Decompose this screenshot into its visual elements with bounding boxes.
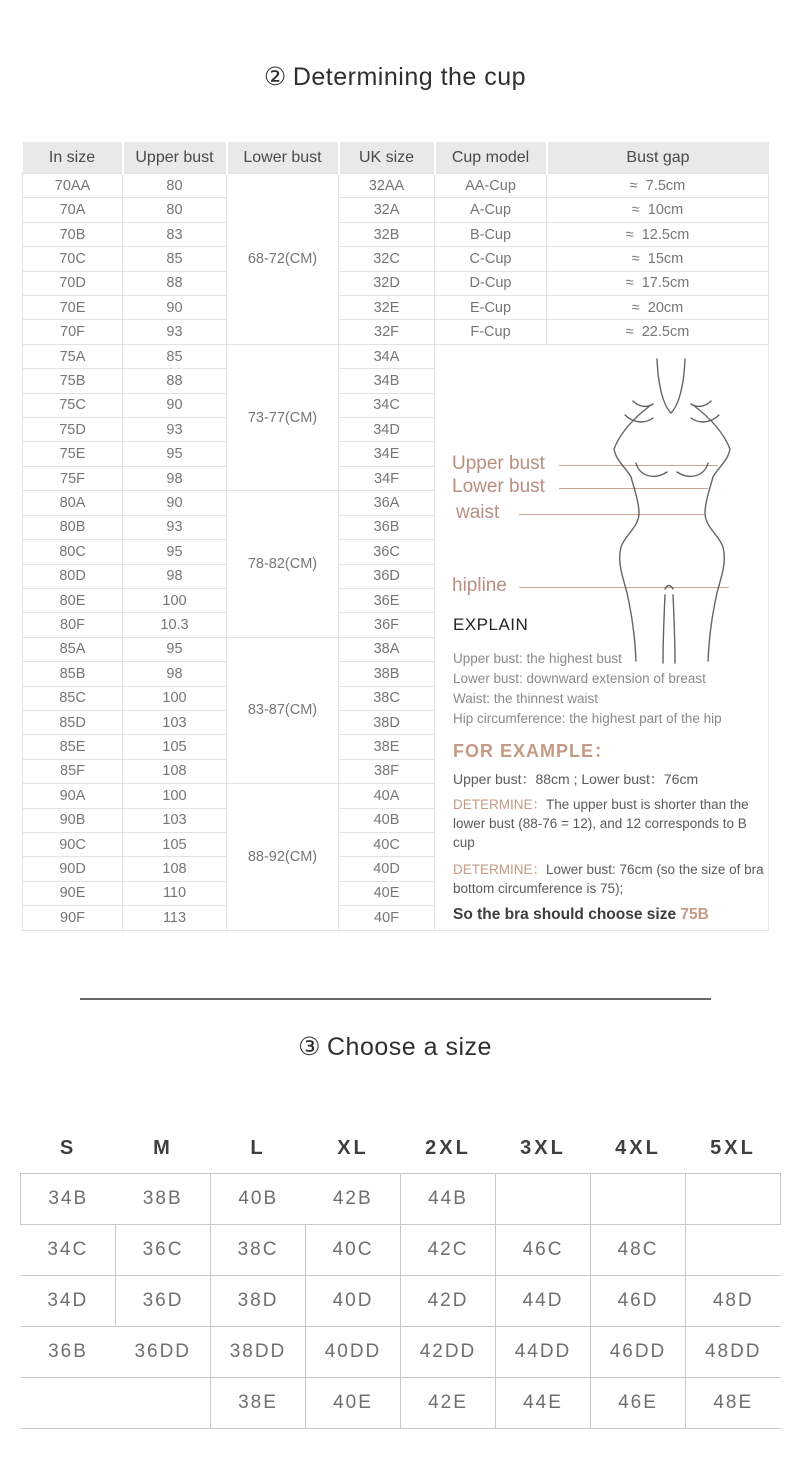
- upper-bust-cell: 80: [123, 198, 227, 222]
- size-section-title-text: Choose a size: [326, 1033, 492, 1061]
- conclusion-text: So the bra should choose size: [453, 905, 681, 923]
- uk-size-cell: 34E: [339, 442, 435, 466]
- in-size-cell: 85C: [23, 686, 123, 710]
- in-size-cell: 80A: [23, 491, 123, 515]
- measurement-diagram-panel: [435, 345, 769, 923]
- size-table-row: [21, 1327, 781, 1378]
- in-size-cell: 90B: [23, 808, 123, 832]
- uk-size-cell: 38A: [339, 637, 435, 661]
- explain-definitions: [453, 649, 722, 729]
- uk-size-cell: 32F: [339, 320, 435, 344]
- uk-size-cell: 34F: [339, 466, 435, 490]
- in-size-cell: 90F: [23, 906, 123, 930]
- uk-size-cell: 36F: [339, 613, 435, 637]
- size-cell: 38B: [142, 1188, 183, 1209]
- uk-size-cell: 40E: [339, 881, 435, 905]
- cup-table-row: [23, 222, 769, 246]
- size-cell-empty: [116, 1378, 211, 1429]
- size-cell: 40DD: [306, 1327, 401, 1378]
- example-block: [453, 769, 769, 924]
- upper-bust-cell: 10.3: [123, 613, 227, 637]
- uk-size-cell: 36A: [339, 491, 435, 515]
- cup-model-cell: B-Cup: [435, 222, 547, 246]
- upper-bust-cell: 80: [123, 174, 227, 198]
- in-size-cell: 70C: [23, 247, 123, 271]
- lower-bust-range-cell: 88-92(CM): [227, 784, 339, 930]
- size-cell: 42C: [401, 1225, 496, 1276]
- size-table-row: [21, 1174, 781, 1225]
- uk-size-cell: 32B: [339, 222, 435, 246]
- cup-table-row: [23, 247, 769, 271]
- cup-model-cell: E-Cup: [435, 296, 547, 320]
- cup-table-row: [23, 271, 769, 295]
- size-column-header: 5XL: [710, 1137, 756, 1159]
- uk-size-cell: 38B: [339, 662, 435, 686]
- determine-cup-paragraph: [453, 795, 769, 852]
- upper-bust-cell: 100: [123, 784, 227, 808]
- explain-line: Upper bust: the highest bust: [453, 650, 622, 666]
- explain-line: Lower bust: downward extension of breast: [453, 670, 706, 686]
- size-cell: 48D: [686, 1276, 781, 1327]
- upper-bust-cell: 93: [123, 418, 227, 442]
- uk-size-cell: 32C: [339, 247, 435, 271]
- size-cell-empty: [21, 1378, 116, 1429]
- upper-bust-cell: 85: [123, 247, 227, 271]
- size-cell: 44E: [496, 1378, 591, 1429]
- upper-bust-cell: 95: [123, 540, 227, 564]
- uk-size-cell: 32E: [339, 296, 435, 320]
- in-size-cell: 85D: [23, 710, 123, 734]
- in-size-cell: 75B: [23, 369, 123, 393]
- in-size-cell: 90D: [23, 857, 123, 881]
- size-column-header: 3XL: [520, 1137, 566, 1159]
- uk-size-cell: 40D: [339, 857, 435, 881]
- size-table-row: [21, 1378, 781, 1429]
- cup-table-header-row: [23, 142, 769, 174]
- upper-bust-label: Upper bust: [452, 452, 545, 474]
- lower-bust-range-cell: 68-72(CM): [227, 174, 339, 345]
- size-cell: 40C: [306, 1225, 401, 1276]
- waist-label: waist: [456, 501, 500, 523]
- size-cell: 36D: [116, 1276, 211, 1327]
- cup-model-cell: AA-Cup: [435, 174, 547, 198]
- uk-size-cell: 40B: [339, 808, 435, 832]
- uk-size-cell: 32A: [339, 198, 435, 222]
- diagram-panel-cell: [435, 344, 769, 930]
- size-cell: 46E: [591, 1378, 686, 1429]
- size-cell: 34B: [21, 1174, 116, 1225]
- uk-size-cell: 32AA: [339, 174, 435, 198]
- in-size-cell: 70E: [23, 296, 123, 320]
- size-cell: 44B: [401, 1174, 496, 1225]
- bust-gap-cell: ≈ 17.5cm: [547, 271, 769, 295]
- upper-bust-cell: 103: [123, 808, 227, 832]
- size-cell: 46C: [496, 1225, 591, 1276]
- determine-label: DETERMINE：: [453, 796, 547, 812]
- in-size-cell: 90C: [23, 832, 123, 856]
- in-size-cell: 70B: [23, 222, 123, 246]
- cup-model-cell: F-Cup: [435, 320, 547, 344]
- uk-size-cell: 38F: [339, 759, 435, 783]
- in-size-cell: 85E: [23, 735, 123, 759]
- bust-gap-cell: ≈ 10cm: [547, 198, 769, 222]
- choose-size-table: [20, 1110, 781, 1429]
- size-cell-empty: [686, 1174, 781, 1225]
- size-cell: 48DD: [686, 1327, 781, 1378]
- cup-column-header: UK size: [339, 142, 435, 174]
- cup-column-header: In size: [23, 142, 123, 174]
- example-measurements: Upper bust：88cm ; Lower bust：76cm: [453, 770, 699, 787]
- size-cell: 46D: [591, 1276, 686, 1327]
- upper-bust-cell: 105: [123, 735, 227, 759]
- size-cell: 42DD: [401, 1327, 496, 1378]
- size-cell: 44DD: [496, 1327, 591, 1378]
- size-table-row: [21, 1225, 781, 1276]
- size-cell: 38DD: [211, 1327, 306, 1378]
- cup-column-header: Bust gap: [547, 142, 769, 174]
- size-cell: 34D: [47, 1290, 89, 1311]
- cup-column-header: Lower bust: [227, 142, 339, 174]
- uk-size-cell: 36E: [339, 588, 435, 612]
- upper-bust-cell: 103: [123, 710, 227, 734]
- in-size-cell: 75F: [23, 466, 123, 490]
- lower-bust-range-cell: 73-77(CM): [227, 344, 339, 490]
- size-cell: 40B: [211, 1174, 306, 1225]
- explain-line: Waist: the thinnest waist: [453, 690, 599, 706]
- cup-column-header: Upper bust: [123, 142, 227, 174]
- upper-bust-cell: 88: [123, 369, 227, 393]
- body-figure-illustration: [583, 345, 761, 675]
- size-cell: 40E: [306, 1378, 401, 1429]
- uk-size-cell: 38D: [339, 710, 435, 734]
- size-cell: 36B: [48, 1341, 88, 1362]
- size-cell: 38C: [211, 1225, 306, 1276]
- size-cell: 42B: [332, 1188, 373, 1209]
- cup-model-cell: A-Cup: [435, 198, 547, 222]
- cup-table-row: [23, 320, 769, 344]
- size-column-header: 2XL: [425, 1137, 471, 1159]
- upper-bust-cell: 88: [123, 271, 227, 295]
- bust-gap-cell: ≈ 20cm: [547, 296, 769, 320]
- cup-section-title-text: Determining the cup: [292, 63, 527, 91]
- in-size-cell: 75C: [23, 393, 123, 417]
- in-size-cell: 70AA: [23, 174, 123, 198]
- lower-bust-range-cell: 78-82(CM): [227, 491, 339, 637]
- upper-bust-cell: 113: [123, 906, 227, 930]
- size-cell: 40D: [306, 1276, 401, 1327]
- upper-bust-cell: 98: [123, 564, 227, 588]
- uk-size-cell: 38C: [339, 686, 435, 710]
- size-cell: 34C: [47, 1239, 89, 1260]
- in-size-cell: 90A: [23, 784, 123, 808]
- uk-size-cell: 40F: [339, 906, 435, 930]
- determine-band-paragraph: [453, 860, 769, 898]
- determine-label: DETERMINE：: [453, 861, 547, 877]
- upper-bust-cell: 95: [123, 442, 227, 466]
- uk-size-cell: 36C: [339, 540, 435, 564]
- size-cell: 48C: [591, 1225, 686, 1276]
- cup-column-header: Cup model: [435, 142, 547, 174]
- in-size-cell: 70F: [23, 320, 123, 344]
- size-cell: 44D: [496, 1276, 591, 1327]
- size-cell: 38E: [211, 1378, 306, 1429]
- upper-bust-cell: 98: [123, 662, 227, 686]
- conclusion-line: [453, 906, 769, 924]
- size-cell: 36C: [116, 1225, 211, 1276]
- uk-size-cell: 40A: [339, 784, 435, 808]
- upper-bust-cell: 90: [123, 393, 227, 417]
- upper-bust-cell: 90: [123, 296, 227, 320]
- lower-bust-label: Lower bust: [452, 475, 545, 497]
- determine-text: The upper bust is shorter than the lower bust (88-76 = 12), and 12 corresponds to B cup: [453, 796, 749, 850]
- upper-bust-cell: 95: [123, 637, 227, 661]
- size-cell: 42D: [401, 1276, 496, 1327]
- in-size-cell: 85F: [23, 759, 123, 783]
- in-size-cell: 80B: [23, 515, 123, 539]
- in-size-cell: 75D: [23, 418, 123, 442]
- section-divider-line: [80, 998, 711, 1000]
- size-cell: 36DD: [134, 1341, 192, 1362]
- upper-bust-cell: 100: [123, 588, 227, 612]
- in-size-cell: 70D: [23, 271, 123, 295]
- upper-bust-cell: 83: [123, 222, 227, 246]
- uk-size-cell: 38E: [339, 735, 435, 759]
- uk-size-cell: 36B: [339, 515, 435, 539]
- in-size-cell: 90E: [23, 881, 123, 905]
- uk-size-cell: 34D: [339, 418, 435, 442]
- size-column-header: 4XL: [615, 1137, 661, 1159]
- size-section-title: [0, 1032, 790, 1062]
- upper-bust-cell: 108: [123, 857, 227, 881]
- uk-size-cell: 34C: [339, 393, 435, 417]
- upper-bust-cell: 108: [123, 759, 227, 783]
- size-cell-empty: [686, 1225, 781, 1276]
- size-table-row: [21, 1276, 781, 1327]
- cup-table-row: [23, 198, 769, 222]
- cup-model-cell: D-Cup: [435, 271, 547, 295]
- size-cell-empty: [591, 1174, 686, 1225]
- size-cell: 42E: [401, 1378, 496, 1429]
- in-size-cell: 80C: [23, 540, 123, 564]
- size-column-header: L: [250, 1137, 266, 1159]
- for-example-heading: FOR EXAMPLE：: [453, 740, 614, 761]
- explain-line: Hip circumference: the highest part of the hip: [453, 710, 722, 726]
- size-cell: 38D: [211, 1276, 306, 1327]
- in-size-cell: 70A: [23, 198, 123, 222]
- upper-bust-cell: 100: [123, 686, 227, 710]
- size-cell: 46DD: [591, 1327, 686, 1378]
- upper-bust-cell: 93: [123, 320, 227, 344]
- cup-table-row: [23, 344, 769, 368]
- bust-gap-cell: ≈ 15cm: [547, 247, 769, 271]
- recommended-size: 75B: [680, 905, 709, 923]
- hipline-label: hipline: [452, 574, 507, 596]
- bust-gap-cell: ≈ 22.5cm: [547, 320, 769, 344]
- upper-bust-cell: 90: [123, 491, 227, 515]
- upper-bust-cell: 98: [123, 466, 227, 490]
- size-column-header: M: [153, 1137, 173, 1159]
- bust-gap-cell: ≈ 7.5cm: [547, 174, 769, 198]
- in-size-cell: 85A: [23, 637, 123, 661]
- size-column-header: S: [59, 1137, 77, 1159]
- upper-bust-cell: 85: [123, 344, 227, 368]
- in-size-cell: 80F: [23, 613, 123, 637]
- size-cell: 48E: [686, 1378, 781, 1429]
- explain-heading: EXPLAIN: [453, 614, 529, 634]
- cup-table-row: [23, 174, 769, 198]
- in-size-cell: 85B: [23, 662, 123, 686]
- size-cell-empty: [496, 1174, 591, 1225]
- cup-size-table: [22, 142, 769, 931]
- uk-size-cell: 40C: [339, 832, 435, 856]
- in-size-cell: 80E: [23, 588, 123, 612]
- section-number-badge: ③: [298, 1033, 321, 1061]
- cup-model-cell: C-Cup: [435, 247, 547, 271]
- cup-table-row: [23, 296, 769, 320]
- upper-bust-cell: 93: [123, 515, 227, 539]
- section-number-badge: ②: [263, 63, 287, 91]
- in-size-cell: 75E: [23, 442, 123, 466]
- upper-bust-cell: 110: [123, 881, 227, 905]
- lower-bust-range-cell: 83-87(CM): [227, 637, 339, 783]
- uk-size-cell: 32D: [339, 271, 435, 295]
- size-table-header-row: [21, 1110, 781, 1174]
- in-size-cell: 75A: [23, 344, 123, 368]
- upper-bust-cell: 105: [123, 832, 227, 856]
- bust-gap-cell: ≈ 12.5cm: [547, 222, 769, 246]
- determine-text: Lower bust: 76cm (so the size of bra bottom circumference is 75);: [453, 861, 764, 896]
- uk-size-cell: 34A: [339, 344, 435, 368]
- uk-size-cell: 34B: [339, 369, 435, 393]
- cup-section-title: [0, 62, 790, 92]
- uk-size-cell: 36D: [339, 564, 435, 588]
- size-column-header: XL: [337, 1137, 369, 1159]
- in-size-cell: 80D: [23, 564, 123, 588]
